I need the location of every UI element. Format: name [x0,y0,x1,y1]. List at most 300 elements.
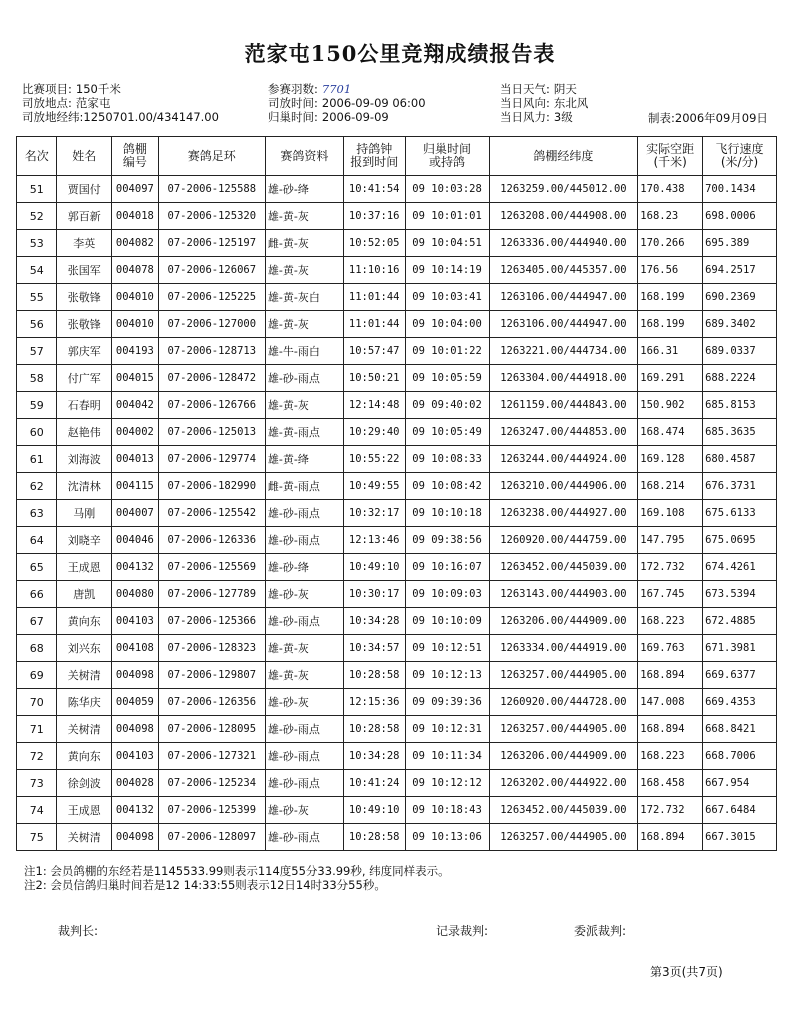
release-place-label: 司放地点: [22,96,72,110]
cell-name: 黄向东 [57,608,112,635]
cell-distance: 168.223 [638,608,703,635]
cell-loft: 004028 [112,770,159,797]
cell-loft: 004115 [112,473,159,500]
cell-rank: 53 [17,230,57,257]
cell-ring: 07-2006-128097 [158,824,265,851]
cell-ring: 07-2006-127000 [158,311,265,338]
cell-loft: 004018 [112,203,159,230]
wind-force-line [500,110,588,124]
cell-rank: 75 [17,824,57,851]
wind-force-label: 当日风力: [500,110,550,124]
cell-coord: 1263336.00/444940.00 [489,230,638,257]
cell-clock: 10:29:40 [343,419,405,446]
cell-name: 刘晓辛 [57,527,112,554]
results-table [16,136,777,851]
page-number: 第3页(共7页) [650,965,723,979]
cell-loft: 004042 [112,392,159,419]
cell-clock: 10:50:21 [343,365,405,392]
cell-speed: 672.4885 [703,608,777,635]
table-row [17,419,777,446]
header-ring: 赛鸽足环 [158,137,265,176]
weather-line [500,82,588,96]
cell-coord: 1263106.00/444947.00 [489,311,638,338]
cell-info: 雄-砂-绛 [265,554,343,581]
cell-return: 09 09:38:56 [405,527,489,554]
table-row [17,824,777,851]
cell-rank: 58 [17,365,57,392]
header-coord: 鸽棚经纬度 [489,137,638,176]
cell-loft: 004010 [112,284,159,311]
cell-ring: 07-2006-125225 [158,284,265,311]
cell-return: 09 10:04:00 [405,311,489,338]
cell-info: 雄-黄-灰 [265,203,343,230]
cell-rank: 74 [17,797,57,824]
cell-distance: 166.31 [638,338,703,365]
cell-return: 09 10:01:22 [405,338,489,365]
return-time-label: 归巢时间: [268,110,318,124]
cell-speed: 671.3981 [703,635,777,662]
cell-ring: 07-2006-125366 [158,608,265,635]
release-coord-label: 司放地经纬: [22,110,84,124]
header-loft: 鸽棚 编号 [112,137,159,176]
cell-coord: 1263206.00/444909.00 [489,608,638,635]
cell-rank: 67 [17,608,57,635]
cell-speed: 690.2369 [703,284,777,311]
cell-info: 雄-砂-雨点 [265,527,343,554]
cell-clock: 10:28:58 [343,824,405,851]
header-rank: 名次 [17,137,57,176]
release-place-value: 范家屯 [75,96,111,110]
table-row [17,473,777,500]
cell-ring: 07-2006-128713 [158,338,265,365]
cell-loft: 004097 [112,176,159,203]
cell-loft: 004098 [112,824,159,851]
cell-distance: 168.458 [638,770,703,797]
cell-distance: 147.795 [638,527,703,554]
table-row [17,743,777,770]
cell-clock: 10:52:05 [343,230,405,257]
entries-value: 7701 [321,82,352,96]
cell-speed: 667.3015 [703,824,777,851]
header-distance: 实际空距 (千米) [638,137,703,176]
return-time-value: 2006-09-09 [321,110,389,124]
cell-distance: 150.902 [638,392,703,419]
cell-coord: 1263244.00/444924.00 [489,446,638,473]
cell-rank: 56 [17,311,57,338]
entries-label: 参赛羽数: [268,82,318,96]
table-row [17,392,777,419]
cell-name: 徐剑波 [57,770,112,797]
table-row [17,203,777,230]
cell-speed: 695.389 [703,230,777,257]
cell-ring: 07-2006-125234 [158,770,265,797]
cell-speed: 688.2224 [703,365,777,392]
cell-coord: 1263202.00/444922.00 [489,770,638,797]
cell-loft: 004098 [112,662,159,689]
cell-distance: 168.214 [638,473,703,500]
cell-coord: 1263206.00/444909.00 [489,743,638,770]
wind-dir-line [500,96,588,110]
info-column-event [22,82,219,124]
cell-distance: 168.894 [638,824,703,851]
cell-coord: 1260920.00/444759.00 [489,527,638,554]
cell-speed: 667.6484 [703,797,777,824]
cell-return: 09 10:01:01 [405,203,489,230]
cell-coord: 1263257.00/444905.00 [489,824,638,851]
cell-clock: 10:37:16 [343,203,405,230]
cell-coord: 1260920.00/444728.00 [489,689,638,716]
cell-name: 沈清林 [57,473,112,500]
cell-coord: 1263247.00/444853.00 [489,419,638,446]
chief-judge-signature: 裁判长: [58,924,99,938]
cell-loft: 004046 [112,527,159,554]
footnotes [24,864,450,892]
table-row [17,689,777,716]
cell-ring: 07-2006-127321 [158,743,265,770]
cell-distance: 168.223 [638,743,703,770]
cell-rank: 55 [17,284,57,311]
cell-return: 09 10:12:31 [405,716,489,743]
cell-clock: 10:49:10 [343,554,405,581]
cell-clock: 10:28:58 [343,716,405,743]
cell-loft: 004193 [112,338,159,365]
cell-name: 马刚 [57,500,112,527]
cell-rank: 52 [17,203,57,230]
cell-ring: 07-2006-128323 [158,635,265,662]
cell-coord: 1261159.00/444843.00 [489,392,638,419]
cell-info: 雄-砂-雨点 [265,608,343,635]
cell-ring: 07-2006-125588 [158,176,265,203]
header-info: 赛鸽资料 [265,137,343,176]
prepared-label: 制表: [648,111,675,125]
cell-ring: 07-2006-125399 [158,797,265,824]
cell-name: 王成恩 [57,554,112,581]
table-row [17,284,777,311]
table-row [17,446,777,473]
cell-ring: 07-2006-128472 [158,365,265,392]
cell-return: 09 09:39:36 [405,689,489,716]
cell-coord: 1263143.00/444903.00 [489,581,638,608]
cell-return: 09 10:16:07 [405,554,489,581]
cell-return: 09 10:12:51 [405,635,489,662]
cell-clock: 12:14:48 [343,392,405,419]
cell-name: 关树清 [57,662,112,689]
cell-speed: 676.3731 [703,473,777,500]
table-row [17,365,777,392]
cell-speed: 675.6133 [703,500,777,527]
table-row [17,527,777,554]
entries-line [268,82,426,96]
cell-info: 雄-砂-雨点 [265,743,343,770]
table-row [17,230,777,257]
cell-return: 09 10:03:28 [405,176,489,203]
cell-ring: 07-2006-126336 [158,527,265,554]
cell-info: 雄-黄-灰 [265,257,343,284]
event-label: 比赛项目: [22,82,72,96]
cell-distance: 169.108 [638,500,703,527]
cell-distance: 172.732 [638,797,703,824]
cell-info: 雄-砂-雨点 [265,824,343,851]
cell-rank: 66 [17,581,57,608]
cell-return: 09 10:12:12 [405,770,489,797]
cell-speed: 685.8153 [703,392,777,419]
release-time-line [268,96,426,110]
cell-name: 赵艳伟 [57,419,112,446]
header-return: 归巢时间 或持鸽 [405,137,489,176]
header-name: 姓名 [57,137,112,176]
cell-name: 关树清 [57,824,112,851]
cell-clock: 10:49:55 [343,473,405,500]
release-coord-value: 1250701.00/434147.00 [83,110,219,124]
cell-coord: 1263452.00/445039.00 [489,797,638,824]
release-time-value: 2006-09-09 06:00 [321,96,426,110]
cell-clock: 10:34:28 [343,608,405,635]
cell-name: 刘兴东 [57,635,112,662]
cell-name: 王成恩 [57,797,112,824]
cell-ring: 07-2006-125197 [158,230,265,257]
cell-return: 09 10:05:59 [405,365,489,392]
cell-clock: 10:49:10 [343,797,405,824]
recorder-signature: 记录裁判: [436,924,489,938]
cell-loft: 004108 [112,635,159,662]
cell-distance: 168.199 [638,311,703,338]
cell-loft: 004015 [112,365,159,392]
cell-coord: 1263208.00/444908.00 [489,203,638,230]
cell-name: 张国军 [57,257,112,284]
event-value: 150千米 [75,82,121,96]
cell-return: 09 10:09:03 [405,581,489,608]
cell-info: 雄-黄-灰白 [265,284,343,311]
cell-clock: 10:34:28 [343,743,405,770]
cell-info: 雄-砂-绛 [265,176,343,203]
cell-speed: 668.7006 [703,743,777,770]
cell-name: 陈华庆 [57,689,112,716]
cell-loft: 004103 [112,608,159,635]
cell-rank: 51 [17,176,57,203]
cell-clock: 11:01:44 [343,311,405,338]
cell-rank: 61 [17,446,57,473]
cell-distance: 170.438 [638,176,703,203]
cell-rank: 71 [17,716,57,743]
table-row [17,770,777,797]
cell-rank: 64 [17,527,57,554]
release-coord-line [22,110,219,124]
cell-name: 张敬锋 [57,311,112,338]
table-row [17,716,777,743]
cell-rank: 73 [17,770,57,797]
cell-speed: 694.2517 [703,257,777,284]
wind-force-value: 3级 [553,110,573,124]
table-row [17,608,777,635]
cell-rank: 57 [17,338,57,365]
info-column-weather [500,82,588,124]
cell-rank: 62 [17,473,57,500]
cell-clock: 10:30:17 [343,581,405,608]
cell-rank: 70 [17,689,57,716]
cell-ring: 07-2006-125013 [158,419,265,446]
header-speed: 飞行速度 (米/分) [703,137,777,176]
cell-name: 唐凯 [57,581,112,608]
table-row [17,581,777,608]
cell-ring: 07-2006-129807 [158,662,265,689]
cell-distance: 168.474 [638,419,703,446]
cell-info: 雄-砂-雨点 [265,500,343,527]
cell-loft: 004082 [112,230,159,257]
cell-clock: 10:55:22 [343,446,405,473]
cell-info: 雄-黄-灰 [265,392,343,419]
table-row [17,257,777,284]
cell-return: 09 09:40:02 [405,392,489,419]
cell-speed: 669.6377 [703,662,777,689]
cell-info: 雄-黄-灰 [265,635,343,662]
cell-name: 张敬锋 [57,284,112,311]
cell-speed: 685.3635 [703,419,777,446]
return-time-line [268,110,426,124]
wind-dir-label: 当日风向: [500,96,550,110]
table-row [17,662,777,689]
note-2: 注2: 会员信鸽归巢时间若是12 14:33:55则表示12日14时33分55秒。 [24,878,386,892]
table-row [17,500,777,527]
cell-clock: 12:15:36 [343,689,405,716]
cell-rank: 65 [17,554,57,581]
cell-ring: 07-2006-125542 [158,500,265,527]
cell-ring: 07-2006-126356 [158,689,265,716]
cell-info: 雄-砂-灰 [265,689,343,716]
cell-distance: 168.894 [638,716,703,743]
cell-return: 09 10:14:19 [405,257,489,284]
cell-name: 黄向东 [57,743,112,770]
cell-info: 雄-砂-灰 [265,797,343,824]
cell-name: 郭百新 [57,203,112,230]
cell-speed: 680.4587 [703,446,777,473]
cell-speed: 675.0695 [703,527,777,554]
cell-distance: 167.745 [638,581,703,608]
cell-ring: 07-2006-125320 [158,203,265,230]
cell-loft: 004002 [112,419,159,446]
cell-distance: 147.008 [638,689,703,716]
cell-coord: 1263257.00/444905.00 [489,716,638,743]
cell-return: 09 10:11:34 [405,743,489,770]
cell-info: 雌-黄-灰 [265,230,343,257]
cell-coord: 1263259.00/445012.00 [489,176,638,203]
cell-rank: 59 [17,392,57,419]
cell-speed: 667.954 [703,770,777,797]
cell-speed: 689.3402 [703,311,777,338]
cell-rank: 54 [17,257,57,284]
table-header-row [17,137,777,176]
cell-clock: 10:28:58 [343,662,405,689]
cell-rank: 68 [17,635,57,662]
cell-clock: 10:41:54 [343,176,405,203]
cell-info: 雄-砂-雨点 [265,716,343,743]
cell-rank: 63 [17,500,57,527]
cell-name: 贾国付 [57,176,112,203]
cell-distance: 170.266 [638,230,703,257]
cell-info: 雌-黄-雨点 [265,473,343,500]
cell-coord: 1263334.00/444919.00 [489,635,638,662]
cell-distance: 169.763 [638,635,703,662]
weather-value: 阴天 [553,82,577,96]
cell-name: 刘海波 [57,446,112,473]
cell-info: 雄-牛-雨白 [265,338,343,365]
cell-distance: 168.894 [638,662,703,689]
note-1: 注1: 会员鸽棚的东经若是1145533.99则表示114度55分33.99秒, 纬度同样表示。 [24,864,450,878]
cell-return: 09 10:08:42 [405,473,489,500]
cell-loft: 004103 [112,743,159,770]
event-line [22,82,219,96]
cell-return: 09 10:10:09 [405,608,489,635]
page-title: 范家屯150公里竞翔成绩报告表 [244,41,556,66]
delegate-signature: 委派裁判: [574,924,627,938]
table-row [17,554,777,581]
cell-info: 雄-砂-雨点 [265,770,343,797]
cell-return: 09 10:03:41 [405,284,489,311]
table-row [17,311,777,338]
cell-return: 09 10:18:43 [405,797,489,824]
cell-info: 雄-黄-雨点 [265,419,343,446]
cell-return: 09 10:04:51 [405,230,489,257]
cell-coord: 1263210.00/444906.00 [489,473,638,500]
cell-ring: 07-2006-128095 [158,716,265,743]
cell-name: 石春明 [57,392,112,419]
cell-info: 雄-砂-雨点 [265,365,343,392]
cell-name: 郭庆军 [57,338,112,365]
cell-return: 09 10:13:06 [405,824,489,851]
cell-loft: 004010 [112,311,159,338]
cell-return: 09 10:05:49 [405,419,489,446]
table-row [17,797,777,824]
prepared-value: 2006年09月09日 [674,111,768,125]
cell-clock: 12:13:46 [343,527,405,554]
cell-distance: 176.56 [638,257,703,284]
cell-distance: 168.199 [638,284,703,311]
cell-info: 雄-砂-灰 [265,581,343,608]
cell-ring: 07-2006-126067 [158,257,265,284]
table-row [17,635,777,662]
table-row [17,176,777,203]
cell-ring: 07-2006-127789 [158,581,265,608]
cell-distance: 168.23 [638,203,703,230]
cell-clock: 11:10:16 [343,257,405,284]
cell-loft: 004132 [112,797,159,824]
cell-ring: 07-2006-126766 [158,392,265,419]
cell-info: 雄-黄-绛 [265,446,343,473]
cell-loft: 004013 [112,446,159,473]
cell-loft: 004078 [112,257,159,284]
wind-dir-value: 东北风 [553,96,589,110]
cell-coord: 1263238.00/444927.00 [489,500,638,527]
prepared-date [648,110,768,126]
cell-speed: 698.0006 [703,203,777,230]
cell-coord: 1263452.00/445039.00 [489,554,638,581]
release-time-label: 司放时间: [268,96,318,110]
cell-return: 09 10:08:33 [405,446,489,473]
cell-speed: 673.5394 [703,581,777,608]
cell-rank: 60 [17,419,57,446]
cell-loft: 004059 [112,689,159,716]
cell-speed: 700.1434 [703,176,777,203]
cell-name: 李英 [57,230,112,257]
cell-distance: 169.291 [638,365,703,392]
cell-clock: 10:34:57 [343,635,405,662]
cell-speed: 689.0337 [703,338,777,365]
cell-ring: 07-2006-125569 [158,554,265,581]
cell-name: 关树清 [57,716,112,743]
weather-label: 当日天气: [500,82,550,96]
cell-rank: 72 [17,743,57,770]
cell-coord: 1263304.00/444918.00 [489,365,638,392]
cell-loft: 004098 [112,716,159,743]
